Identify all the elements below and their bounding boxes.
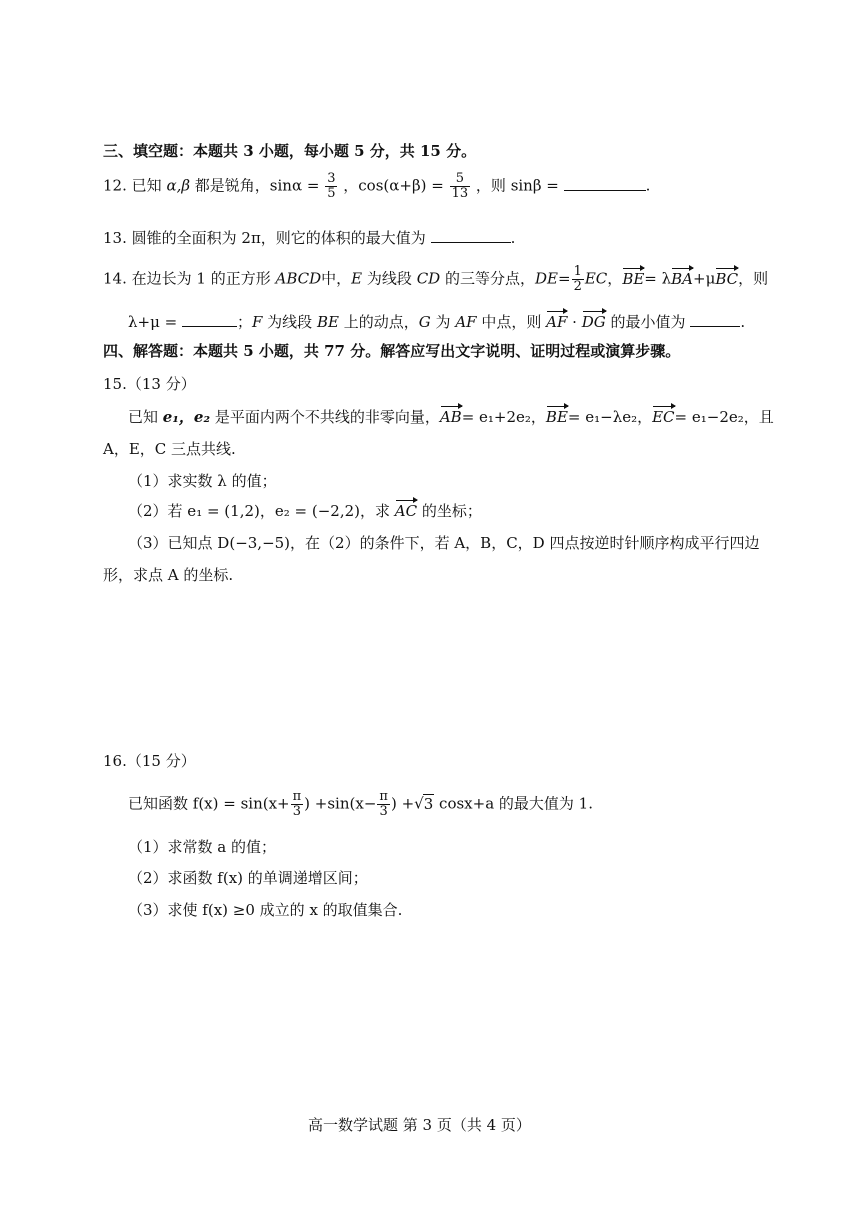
q15-line-2: A，E，C 三点共线. xyxy=(103,440,236,458)
q14-text-d: 的三等分点， xyxy=(445,269,536,288)
q14-point-g: G xyxy=(418,313,431,331)
q12-sin-denominator: 5 xyxy=(327,186,336,201)
q16-three-1: 3 xyxy=(292,804,302,819)
q16-intro: 已知函数 f(x) = sin(x+ $\frac{\pi}{3}$ ) +sin(x− $\frac{\pi}{3}$ ) +√3 cosx+a 的最大值为 1. xyxy=(128,789,593,819)
q15-vector-be: BE xyxy=(545,408,568,426)
q14-answer-blank-2 xyxy=(690,325,740,327)
q14-text-end: ，则 xyxy=(738,269,769,288)
q15-e1-e2: e₁，e₂ xyxy=(162,408,211,426)
q15-ec-value: = e₁−2e₂，且 xyxy=(674,408,774,426)
q13-answer-blank xyxy=(431,241,511,243)
q14-vector-af: AF xyxy=(546,313,568,331)
question-14-line-1 xyxy=(103,265,768,294)
q13-number: 13. xyxy=(103,229,127,247)
question-13: 13. 圆锥的全面积为 2π，则它的体积的最大值为 . xyxy=(103,229,516,247)
q12-sin-fraction xyxy=(325,172,337,201)
q14-number: 14. xyxy=(103,269,127,288)
q16-pi-1: π xyxy=(292,789,302,804)
q14-segment-be: BE xyxy=(316,313,339,331)
q16-three-2: 3 xyxy=(379,804,388,819)
q14-square: ABCD xyxy=(275,269,322,288)
q14-text-c: 为线段 xyxy=(366,269,412,288)
q14-vector-bc: BC xyxy=(715,269,739,288)
q14-text-2f: 中点，则 xyxy=(481,313,542,331)
q14-segment-cd: CD xyxy=(416,269,441,288)
q16-header: 16.（15 分） xyxy=(103,752,196,770)
q16-pi-third-2 xyxy=(377,790,390,819)
q15-intro-b: 是平面内两个不共线的非零向量， xyxy=(214,408,440,426)
q14-dot: · xyxy=(572,313,577,331)
q14-comma: ， xyxy=(607,269,623,288)
q16-part-1: （1）求常数 a 的值； xyxy=(128,838,277,856)
q14-point-e: E xyxy=(351,269,363,288)
q14-eq: = xyxy=(558,269,571,288)
q15-part-2-b: 的坐标； xyxy=(421,502,482,520)
q14-lambda-mu: λ+μ = xyxy=(128,313,178,331)
q15-ab-value: = e₁+2e₂， xyxy=(461,408,546,426)
q15-intro-a: 已知 xyxy=(128,408,159,426)
q15-vector-ac: AC xyxy=(394,502,418,520)
q12-text3: ，则 sinβ = xyxy=(475,176,559,195)
q14-ec: EC xyxy=(584,269,608,288)
q14-semicolon: ； xyxy=(236,313,252,331)
section-4-heading: 四、解答题：本题共 5 小题，共 77 分。解答应写出文字说明、证明过程或演算步骤。 xyxy=(103,342,681,360)
q14-half-fraction xyxy=(572,265,584,294)
q16-part-2: （2）求函数 f(x) 的单调递增区间； xyxy=(128,869,368,887)
q12-text1: 都是锐角，sinα = xyxy=(194,176,320,195)
q14-text-b: 中， xyxy=(321,269,352,288)
q12-sin-numerator: 3 xyxy=(327,171,336,186)
question-14-line-2: λ+μ = ；F 为线段 BE 上的动点，G 为 AF 中点，则 AF · DG 的最小值为 . xyxy=(128,313,746,331)
q12-cos-fraction xyxy=(450,172,471,201)
q14-half-denominator: 2 xyxy=(573,279,582,294)
q14-text-2e: 为 xyxy=(435,313,451,331)
q12-answer-blank xyxy=(564,189,646,191)
q14-eq-lambda: = λ xyxy=(644,269,672,288)
q12-lead: 已知 xyxy=(131,176,162,195)
q12-angles: α,β xyxy=(166,176,191,195)
q16-intro-a: 已知函数 f(x) = sin(x+ xyxy=(128,794,290,813)
q14-segment-af: AF xyxy=(455,313,477,331)
q12-text2: ，cos(α+β) = xyxy=(343,176,444,195)
q16-sqrt-3: 3 xyxy=(423,794,434,813)
q14-de: DE xyxy=(535,269,558,288)
q16-part-3: （3）求使 f(x) ≥0 成立的 x 的取值集合. xyxy=(128,901,403,919)
q15-part-1: （1）求实数 λ 的值； xyxy=(128,472,277,490)
question-12: 12. 已知 α,β 都是锐角，sinα = $\frac{3}{5}$ ，cos(α+β) = $\frac{5}{13}$ ，则 sinβ = . xyxy=(103,171,651,201)
q15-intro xyxy=(128,406,774,427)
q15-part-3-line-2: 形，求点 A 的坐标. xyxy=(103,566,234,584)
q14-vector-dg: DG xyxy=(581,313,606,331)
q14-vector-ba: BA xyxy=(671,269,693,288)
q12-cos-numerator: 5 xyxy=(450,172,471,187)
q15-part-3-line-1: （3）已知点 D(−3,−5)，在（2）的条件下，若 A，B，C，D 四点按逆时针顺序构成平行四边 xyxy=(128,534,760,552)
q16-intro-c: ) + xyxy=(390,794,415,813)
q16-intro-b: ) +sin(x− xyxy=(304,794,377,813)
page-footer: 高一数学试题 第 3 页（共 4 页） xyxy=(308,1116,531,1134)
q14-text-2c: 为线段 xyxy=(267,313,313,331)
q15-part-2-a: （2）若 e₁ = (1,2)，e₂ = (−2,2)，求 xyxy=(128,502,390,520)
q12-cos-denominator: 13 xyxy=(451,186,469,201)
q14-vector-be: BE xyxy=(622,269,645,288)
section-3-heading: 三、填空题：本题共 3 小题，每小题 5 分，共 15 分。 xyxy=(103,142,477,160)
q15-header: 15.（13 分） xyxy=(103,375,196,393)
q14-text-2g: 的最小值为 xyxy=(610,313,686,331)
q16-intro-d: cosx+a 的最大值为 1. xyxy=(439,794,593,813)
q15-part-2 xyxy=(128,500,482,521)
q13-text: 圆锥的全面积为 2π，则它的体积的最大值为 xyxy=(131,229,426,247)
q12-number: 12. xyxy=(103,176,127,195)
q16-pi-third-1 xyxy=(291,790,304,819)
q15-vector-ab: AB xyxy=(439,408,462,426)
q16-pi-2: π xyxy=(379,789,388,804)
q14-answer-blank-1 xyxy=(182,325,237,327)
q14-half-numerator: 1 xyxy=(573,264,582,279)
q14-point-f: F xyxy=(251,313,263,331)
q14-text-2d: 上的动点， xyxy=(343,313,419,331)
q15-vector-ec: EC xyxy=(652,408,675,426)
q14-text-a: 在边长为 1 的正方形 xyxy=(131,269,271,288)
q14-plus-mu: +μ xyxy=(693,269,716,288)
q15-be-value: = e₁−λe₂， xyxy=(567,408,653,426)
